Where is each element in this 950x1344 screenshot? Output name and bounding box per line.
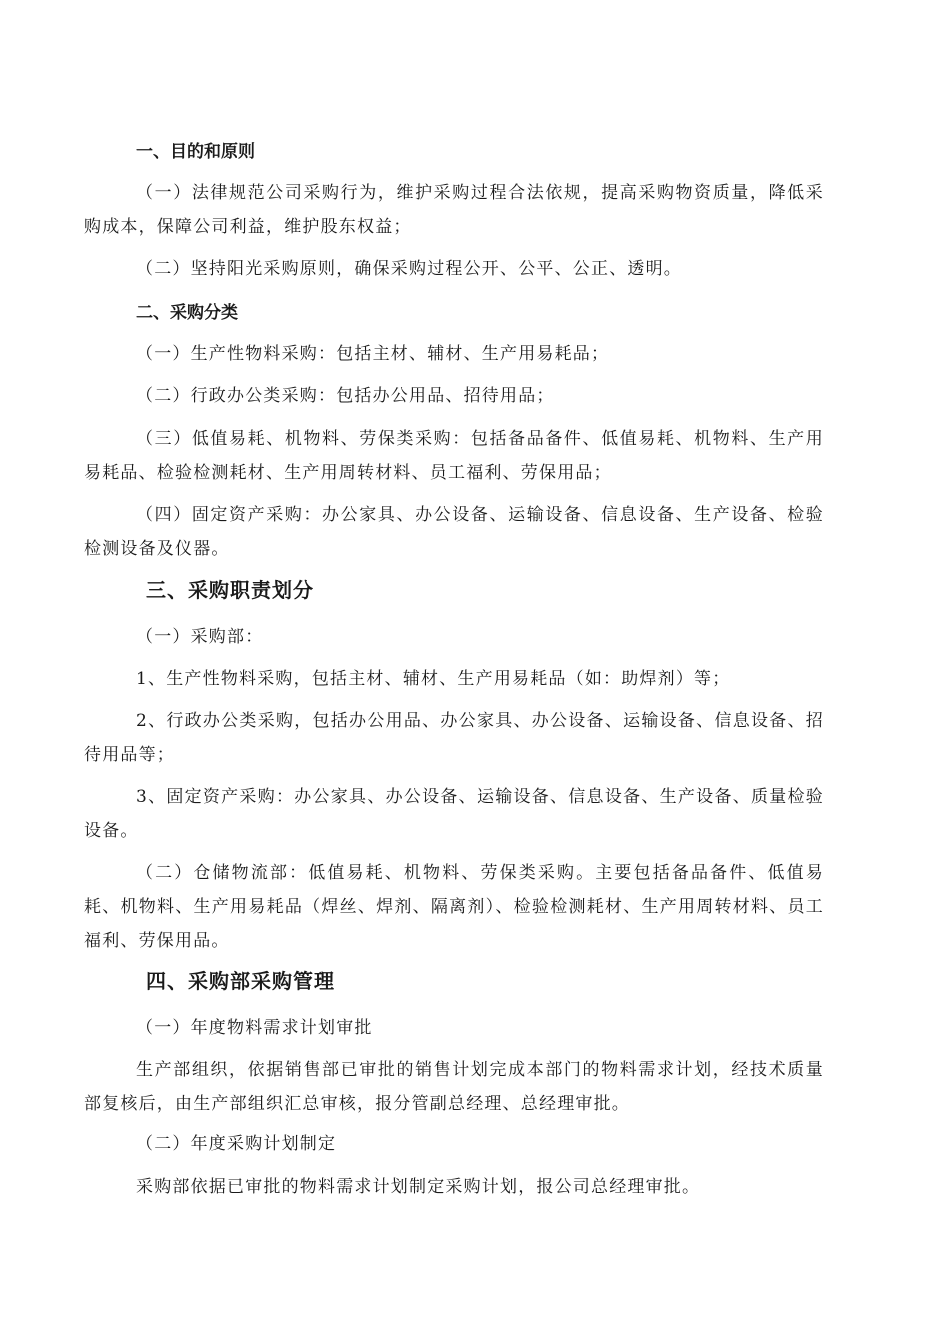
paragraph: （二）坚持阳光采购原则，确保采购过程公开、公平、公正、透明。 <box>136 259 682 279</box>
paragraph: 采购部依据已审批的物料需求计划制定采购计划，报公司总经理审批。 <box>136 1177 701 1197</box>
paragraph: （三）低值易耗、机物料、劳保类采购：包括备品备件、低值易耗、机物料、生产用易耗品、检验检测耗材、生产用周转材料、员工福利、劳保用品； <box>84 429 824 483</box>
paragraph: （一）生产性物料采购：包括主材、辅材、生产用易耗品； <box>136 344 610 364</box>
paragraph: 3、固定资产采购：办公家具、办公设备、运输设备、信息设备、生产设备、质量检验设备。 <box>84 787 824 841</box>
section-heading-4: 四、采购部采购管理 <box>146 969 335 993</box>
paragraph: （二）仓储物流部：低值易耗、机物料、劳保类采购。主要包括备品备件、低值易耗、机物料、生产用易耗品（焊丝、焊剂、隔离剂）、检验检测耗材、生产用周转材料、员工福利、劳保用品。 <box>84 863 824 951</box>
section-heading-1: 一、目的和原则 <box>136 142 255 162</box>
paragraph: 生产部组织，依据销售部已审批的销售计划完成本部门的物料需求计划，经技术质量部复核后，由生产部组织汇总审核，报分管副总经理、总经理审批。 <box>84 1060 824 1114</box>
section-heading-3: 三、采购职责划分 <box>146 578 314 602</box>
paragraph: 1、生产性物料采购，包括主材、辅材、生产用易耗品（如：助焊剂）等； <box>136 669 731 689</box>
paragraph: 2、行政办公类采购，包括办公用品、办公家具、办公设备、运输设备、信息设备、招待用品等； <box>84 711 824 765</box>
paragraph: （四）固定资产采购：办公家具、办公设备、运输设备、信息设备、生产设备、检验检测设备及仪器。 <box>84 505 824 559</box>
section-heading-2: 二、采购分类 <box>136 303 238 323</box>
paragraph: （二）年度采购计划制定 <box>136 1134 337 1154</box>
paragraph: （二）行政办公类采购：包括办公用品、招待用品； <box>136 386 555 406</box>
paragraph: （一）年度物料需求计划审批 <box>136 1018 373 1038</box>
paragraph: （一）法律规范公司采购行为，维护采购过程合法依规，提高采购物资质量，降低采购成本，保障公司利益，维护股东权益； <box>84 183 824 237</box>
paragraph: （一）采购部： <box>136 627 264 647</box>
